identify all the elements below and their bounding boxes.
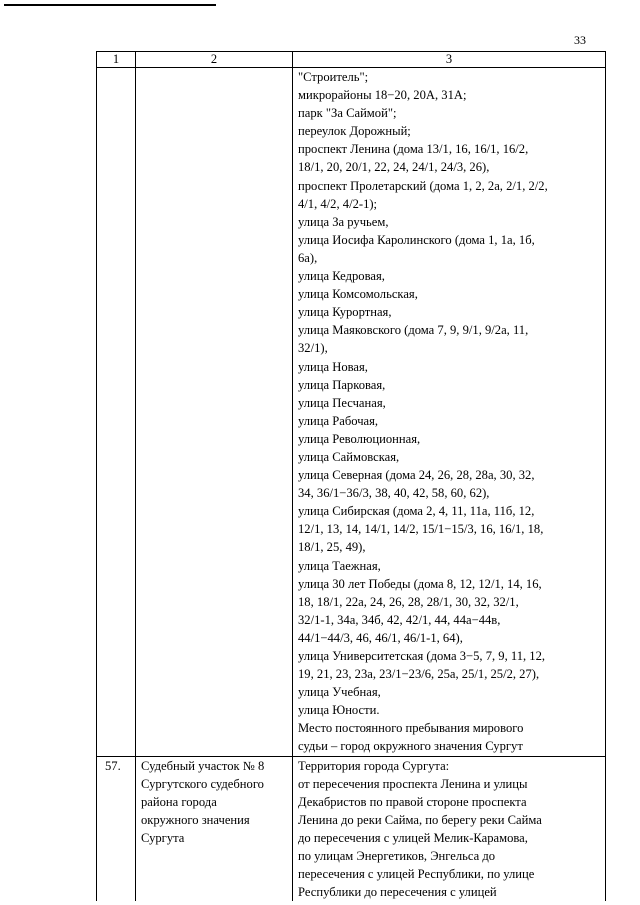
text-line: улица Северная (дома 24, 26, 28, 28а, 30, 32, <box>298 468 535 483</box>
text-line: 18/1, 25, 49), <box>298 540 366 555</box>
text-line: 12/1, 13, 14, 14/1, 14/2, 15/1−15/3, 16, 16/1, 18, <box>298 522 544 537</box>
text-line: проспект Пролетарский (дома 1, 2, 2а, 2/1, 2/2, <box>298 178 548 193</box>
text-line: 6а), <box>298 250 318 265</box>
territory-cell <box>293 756 606 901</box>
text-line: 44/1−44/3, 46, 46/1, 46/1-1, 64), <box>298 630 463 645</box>
header-col-3: 3 <box>293 52 606 68</box>
text-line: "Строитель"; <box>298 70 369 84</box>
court-districts-table <box>96 51 606 901</box>
text-line: улица Кедровая, <box>298 269 385 284</box>
text-line: микрорайоны 18−20, 20А, 31А; <box>298 88 467 103</box>
territory-text <box>293 68 605 756</box>
text-line: парк "За Саймой"; <box>298 106 397 121</box>
table-row <box>97 756 606 901</box>
text-line: Место постоянного пребывания мирового <box>298 721 524 736</box>
text-line: Республики до пересечения с улицей <box>298 885 497 900</box>
text-line: улица Песчаная, <box>298 395 386 410</box>
header-col-2: 2 <box>136 52 293 68</box>
row-number: 57. <box>105 758 121 773</box>
text-line: 19, 21, 23, 23а, 23/1−23/6, 25а, 25/1, 25/2, 27), <box>298 667 540 682</box>
court-name-cell <box>136 756 293 901</box>
text-line: пересечения с улицей Республики, по улице <box>298 867 535 882</box>
text-line: 32/1-1, 34а, 34б, 42, 42/1, 44, 44а−44в, <box>298 612 501 627</box>
text-line: по улицам Энергетиков, Энгельса до <box>298 849 496 864</box>
text-line: 32/1), <box>298 341 328 356</box>
row-number-cell <box>97 68 136 757</box>
text-line: Декабристов по правой стороне проспекта <box>298 794 527 809</box>
text-line: улица Маяковского (дома 7, 9, 9/1, 9/2а, 11, <box>298 323 529 338</box>
text-line: улица Учебная, <box>298 685 381 700</box>
text-line: переулок Дорожный; <box>298 124 411 139</box>
text-line: Судебный участок № 8 <box>141 758 265 773</box>
page-number: 33 <box>574 33 586 47</box>
text-line: 18, 18/1, 22а, 24, 26, 28, 28/1, 30, 32, 32/1, <box>298 594 519 609</box>
header-col-1: 1 <box>97 52 136 68</box>
text-line: от пересечения проспекта Ленина и улицы <box>298 776 528 791</box>
text-line: улица Рабочая, <box>298 413 379 428</box>
text-line: улица За ручьем, <box>298 214 389 229</box>
text-line: улица Комсомольская, <box>298 287 418 302</box>
text-line: Сургута <box>141 830 185 845</box>
text-line: Сургутского судебного <box>141 776 264 791</box>
territory-cell <box>293 68 606 757</box>
text-line: района города <box>141 794 217 809</box>
text-line: улица Саймовская, <box>298 449 400 464</box>
text-line: 4/1, 4/2, 4/2-1); <box>298 196 378 211</box>
text-line: улица Таежная, <box>298 558 381 573</box>
text-line: улица Новая, <box>298 359 368 374</box>
table-row <box>97 68 606 757</box>
text-line: улица Университетская (дома 3−5, 7, 9, 11, 12, <box>298 649 546 663</box>
row-number-cell <box>97 756 136 901</box>
text-line: улица Юности. <box>298 703 380 718</box>
text-line: Территория города Сургута: <box>298 758 450 773</box>
text-line: проспект Ленина (дома 13/1, 16, 16/1, 16/2, <box>298 142 529 157</box>
text-line: улица Курортная, <box>298 305 392 320</box>
text-line: улица 30 лет Победы (дома 8, 12, 12/1, 14, 16, <box>298 576 542 591</box>
table-header-row <box>97 52 606 68</box>
text-line: улица Парковая, <box>298 377 386 392</box>
text-line: судьи – город окружного значения Сургут <box>298 739 523 754</box>
text-line: улица Сибирская (дома 2, 4, 11, 11а, 11б, 12, <box>298 504 535 519</box>
text-line: улица Революционная, <box>298 431 421 446</box>
text-line: 34, 36/1−36/3, 38, 40, 42, 58, 60, 62), <box>298 486 490 501</box>
top-rule <box>4 4 216 6</box>
text-line: окружного значения <box>141 812 250 827</box>
text-line: до пересечения с улицей Мелик-Карамова, <box>298 830 528 845</box>
text-line: Ленина до реки Сайма, по берегу реки Сайма <box>298 812 542 827</box>
text-line: улица Иосифа Каролинского (дома 1, 1а, 1б, <box>298 232 535 247</box>
court-name-text <box>136 757 292 847</box>
territory-text <box>293 757 605 902</box>
text-line: 18/1, 20, 20/1, 22, 24, 24/1, 24/3, 26), <box>298 160 490 175</box>
court-name-cell <box>136 68 293 757</box>
